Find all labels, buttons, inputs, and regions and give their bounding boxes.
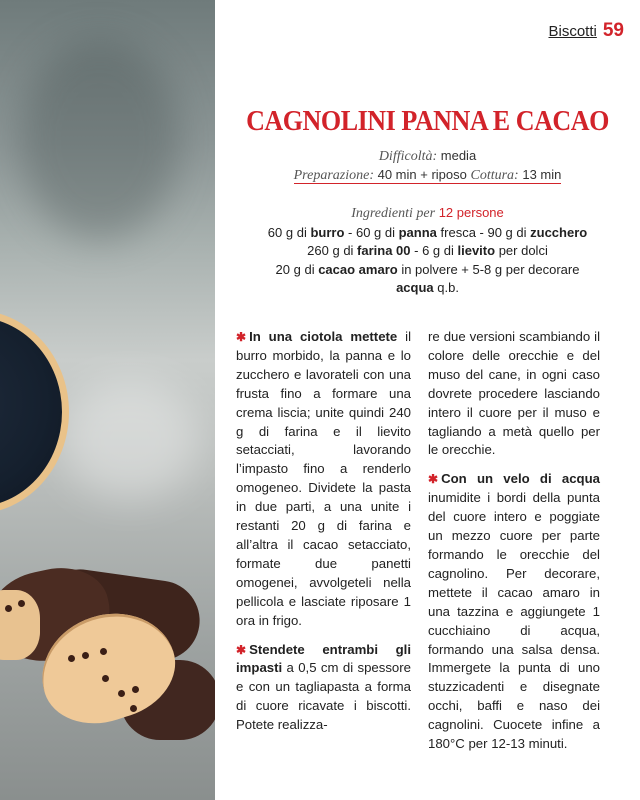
method-paragraph <box>428 328 600 460</box>
asterisk-icon: ✱ <box>428 472 439 487</box>
difficulty-value: media <box>440 148 477 163</box>
page-number: 59 <box>602 20 624 41</box>
ingredient-text: 20 g di <box>275 261 319 277</box>
asterisk-icon: ✱ <box>236 330 247 344</box>
cook-label: Cottura: <box>470 168 519 183</box>
photo-shadow <box>20 40 180 240</box>
cocoa-dot <box>18 600 25 607</box>
ingredient-name: zucchero <box>530 224 588 240</box>
step-text: inumidite i bordi della punta del cuore intero e poggiate un mezzo cuore per parte formando le orecchie del cagnolino. Per decorare, mettete il cacao amaro in una tazzina e aggiungete 1 cucchiaino di acqua, formando una salsa densa. Immergete la punta di uno stuzzicadenti e disegnate occhi, baffi e naso dei cagnolini. Cuocete infine a 180°C per 12-13 minuti. <box>428 490 600 752</box>
cocoa-dot <box>5 605 12 612</box>
ingredient-name: panna <box>398 224 437 240</box>
ingredients-label: Ingredienti per <box>351 206 436 221</box>
ingredient-name: burro <box>310 224 345 240</box>
ingredient-text: - 60 g di <box>344 224 399 240</box>
step-text: re due versioni scambiando il colore delle orecchie e del muso del cane, in ogni caso dovrete procedere lasciando intero il cuore per il muso e tagliando a metà quello per le orecchie. <box>428 329 600 458</box>
page-header <box>549 20 625 42</box>
ingredient-line <box>215 261 640 280</box>
step-text: a 0,5 cm di spessore e con un tagliapasta a forma di cuore ricavate i biscotti. Potete realizza- <box>236 660 411 733</box>
method-paragraph <box>236 328 411 631</box>
ingredient-text: per dolci <box>495 243 548 258</box>
ingredients-block <box>215 204 640 298</box>
cocoa-dot <box>130 705 137 712</box>
ingredient-text: fresca - 90 g di <box>436 224 531 240</box>
method-paragraph <box>236 641 411 736</box>
time-line <box>215 167 640 184</box>
ingredient-name: farina 00 <box>357 243 411 258</box>
ingredient-name: lievito <box>457 243 496 258</box>
ingredient-text: 260 g di <box>307 243 358 258</box>
ingredient-name: cacao amaro <box>318 261 398 277</box>
method-column-right <box>428 328 600 764</box>
cook-value: 13 min <box>522 167 562 182</box>
ingredient-name: acqua <box>396 280 434 295</box>
asterisk-icon: ✱ <box>236 642 247 657</box>
recipe-title: CAGNOLINI PANNA E CACAO <box>246 106 609 137</box>
recipe-photo <box>0 0 215 800</box>
servings: 12 persone <box>438 205 504 220</box>
section-name: Biscotti <box>548 23 597 40</box>
cocoa-dot <box>102 675 109 682</box>
cocoa-dot <box>82 652 89 659</box>
step-text: il burro morbido, la panna e lo zucchero e lavorateli con una frusta fino a formare una crema liscia; unite quindi 240 g di farina e il lievito setacciati, lavorando l’impasto fino a renderlo omogeneo. Dividete la pasta in due parti, a una unite i restanti 20 g di farina e all’altra il cacao setacciato, formate due panetti omogenei, avvolgeteli nella pellicola e lasciate riposare 1 ora in frigo. <box>236 329 412 628</box>
ingredient-text: 60 g di <box>267 224 311 240</box>
difficulty-line <box>215 148 640 165</box>
cocoa-dot <box>100 648 107 655</box>
step-lead: Con un velo di acqua <box>441 471 600 487</box>
ingredient-line <box>215 242 640 261</box>
difficulty-label: Difficoltà: <box>378 149 438 164</box>
method-column-left <box>236 328 411 745</box>
ingredient-line <box>215 224 640 243</box>
ingredient-line <box>215 279 640 298</box>
photo-highlight <box>60 380 200 500</box>
method-paragraph <box>428 470 600 754</box>
ingredient-text: - 6 g di <box>410 243 458 258</box>
plate <box>0 310 69 514</box>
prep-label: Preparazione: <box>293 168 374 183</box>
cocoa-dot <box>68 655 75 662</box>
step-lead: In una ciotola mettete <box>249 329 398 344</box>
step-lead: Stendete entrambi gli impasti <box>236 641 411 676</box>
ingredients-heading <box>215 204 640 224</box>
prep-value: 40 min + riposo <box>377 167 467 182</box>
cocoa-dot <box>118 690 125 697</box>
time-underline <box>294 167 562 184</box>
ingredient-text: in polvere + 5-8 g per decorare <box>397 261 580 277</box>
ingredients-list <box>215 224 640 298</box>
ingredient-text: q.b. <box>433 280 459 295</box>
cocoa-dot <box>132 686 139 693</box>
